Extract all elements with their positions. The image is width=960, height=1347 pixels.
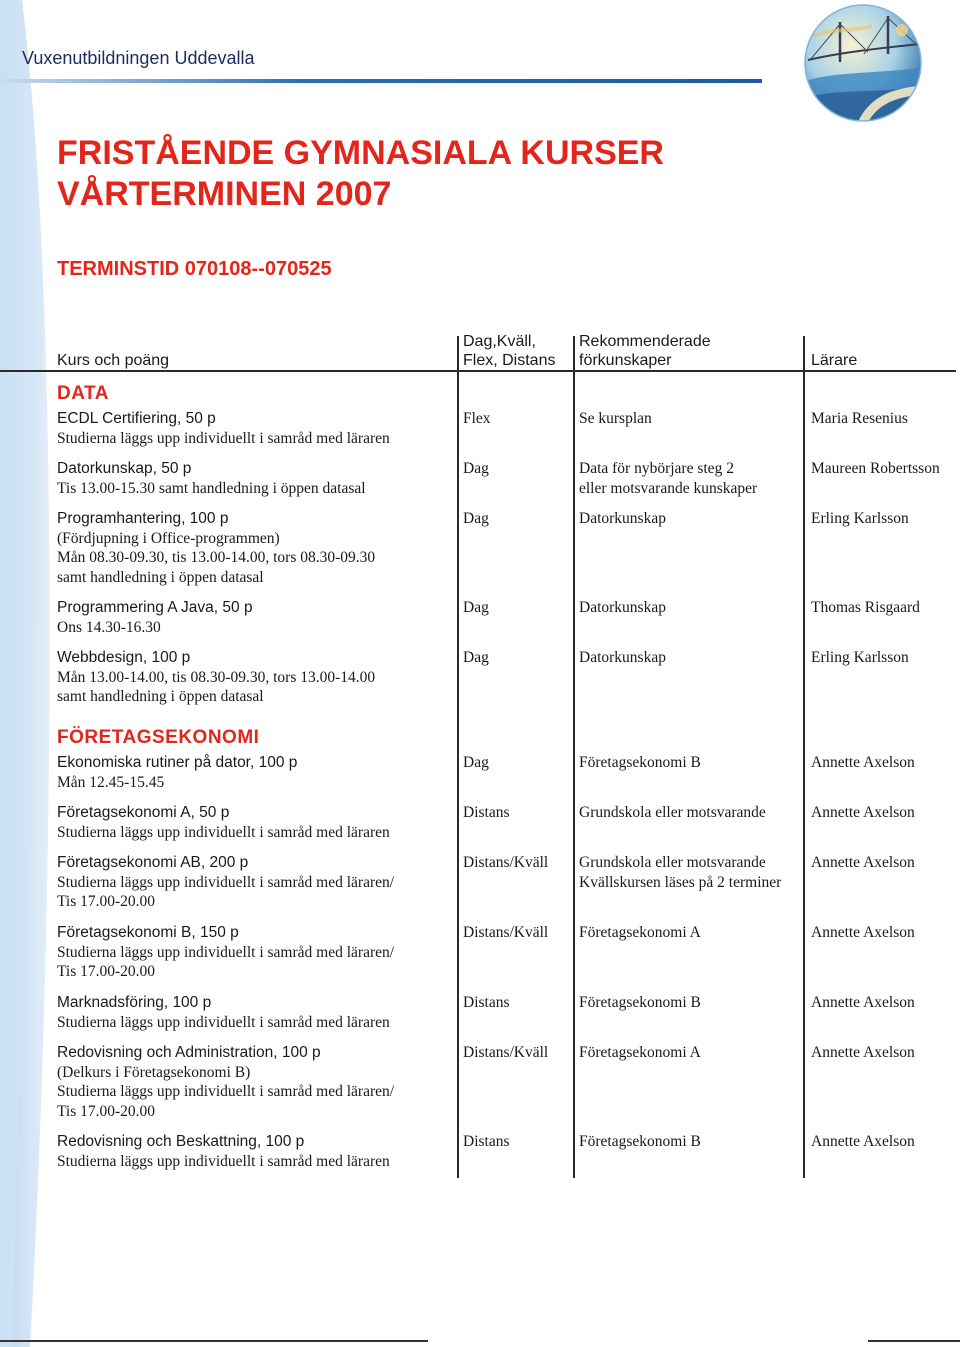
course-teacher: Erling Karlsson [811,510,909,527]
course-mode: Distans/Kväll [463,924,549,941]
column-header-teacher: Lärare [811,352,858,369]
footer-rule-right [868,1340,960,1342]
course-teacher: Annette Axelson [811,994,915,1011]
course-prereq: Grundskola eller motsvarande [579,804,766,821]
course-teacher: Maureen Robertsson [811,460,940,477]
course-detail: Studierna läggs upp individuellt i samråd med läraren/ [57,943,395,961]
course-detail: Ons 14.30-16.30 [57,618,161,636]
column-divider-1 [457,336,459,1178]
course-detail: Mån 13.00-14.00, tis 08.30-09.30, tors 13.00-14.00 [57,668,376,686]
course-detail: Studierna läggs upp individuellt i samråd med läraren [57,429,390,447]
course-mode: Distans [463,994,510,1011]
course-mode: Dag [463,510,489,527]
header-underline [0,370,956,372]
course-mode: Dag [463,754,489,771]
course-prereq: Företagsekonomi B [579,994,701,1011]
course-mode: Dag [463,649,489,666]
course-teacher: Maria Resenius [811,410,908,427]
course-mode: Distans [463,804,510,821]
course-name: Redovisning och Beskattning, 100 p [57,1133,305,1150]
section-title-data: DATA [57,383,109,404]
course-detail: Mån 12.45-15.45 [57,773,165,791]
organization-name: Vuxenutbildningen Uddevalla [22,48,255,68]
course-prereq: Se kursplan [579,410,652,427]
course-prereq: Data för nybörjare steg 2 eller motsvarande kunskaper [579,460,758,497]
course-name: Redovisning och Administration, 100 p [57,1044,321,1061]
course-name: ECDL Certifiering, 50 p [57,410,216,427]
course-detail: (Fördjupning i Office-programmen) [57,529,280,547]
course-detail: Mån 08.30-09.30, tis 13.00-14.00, tors 08.30-09.30 [57,549,376,566]
course-teacher: Annette Axelson [811,924,915,941]
course-prereq: Företagsekonomi A [579,924,701,941]
course-teacher: Annette Axelson [811,754,915,771]
course-detail: Studierna läggs upp individuellt i samråd med läraren/ [57,873,395,891]
course-mode: Dag [463,599,489,616]
course-detail: samt handledning i öppen datasal [57,568,264,586]
column-header-mode: Dag,Kväll, Flex, Distans [463,333,556,369]
course-name: Ekonomiska rutiner på dator, 100 p [57,754,298,771]
course-teacher: Annette Axelson [811,1133,915,1150]
course-prereq: Datorkunskap [579,599,666,616]
course-mode: Distans/Kväll [463,1044,549,1061]
course-detail: Studierna läggs upp individuellt i samråd med läraren [57,1013,390,1031]
course-name: Företagsekonomi A, 50 p [57,804,230,821]
document-title [57,133,664,215]
title-line-2: VÅRTERMINEN 2007 [57,175,392,213]
course-prereq: Datorkunskap [579,510,666,527]
course-name: Programmering A Java, 50 p [57,599,253,616]
course-detail: Studierna läggs upp individuellt i samråd med läraren [57,823,390,841]
course-detail: (Delkurs i Företagsekonomi B) [57,1063,251,1081]
course-teacher: Erling Karlsson [811,649,909,666]
course-mode: Dag [463,460,489,477]
course-detail: Studierna läggs upp individuellt i samråd med läraren [57,1152,390,1170]
course-name: Datorkunskap, 50 p [57,460,192,477]
course-teacher: Thomas Risgaard [811,599,920,616]
term-dates: TERMINSTID 070108--070525 [57,258,332,280]
course-detail: samt handledning i öppen datasal [57,688,264,705]
column-header-course: Kurs och poäng [57,352,170,369]
column-header-prereq: Rekommenderade förkunskaper [579,333,711,369]
header-rule [0,79,762,83]
course-name: Marknadsföring, 100 p [57,994,212,1011]
course-mode: Distans/Kväll [463,854,549,871]
title-line-1: FRISTÅENDE GYMNASIALA KURSER [57,134,664,172]
course-name: Företagsekonomi AB, 200 p [57,854,249,871]
course-name: Webbdesign, 100 p [57,649,191,666]
course-teacher: Annette Axelson [811,1044,915,1061]
section-title-foretagsekonomi: FÖRETAGSEKONOMI [57,727,260,748]
course-teacher: Annette Axelson [811,804,915,821]
course-mode: Flex [463,410,491,427]
course-prereq: Företagsekonomi B [579,1133,701,1150]
bridge-watercolor-logo [802,2,924,124]
course-detail: Tis 13.00-15.30 samt handledning i öppen datasal [57,479,366,497]
course-name: Programhantering, 100 p [57,510,229,527]
course-name: Företagsekonomi B, 150 p [57,924,239,941]
course-detail: Studierna läggs upp individuellt i samråd med läraren/ [57,1083,395,1100]
course-prereq: Grundskola eller motsvarande Kvällskursen läses på 2 terminer [579,854,782,891]
course-detail: Tis 17.00-20.00 [57,963,156,980]
course-detail: Tis 17.00-20.00 [57,1102,156,1120]
course-prereq: Företagsekonomi A [579,1044,701,1061]
course-prereq: Datorkunskap [579,649,666,666]
course-teacher: Annette Axelson [811,854,915,871]
footer-rule-left [0,1340,428,1342]
course-prereq: Företagsekonomi B [579,754,701,771]
course-detail: Tis 17.00-20.00 [57,893,156,910]
course-mode: Distans [463,1133,510,1150]
